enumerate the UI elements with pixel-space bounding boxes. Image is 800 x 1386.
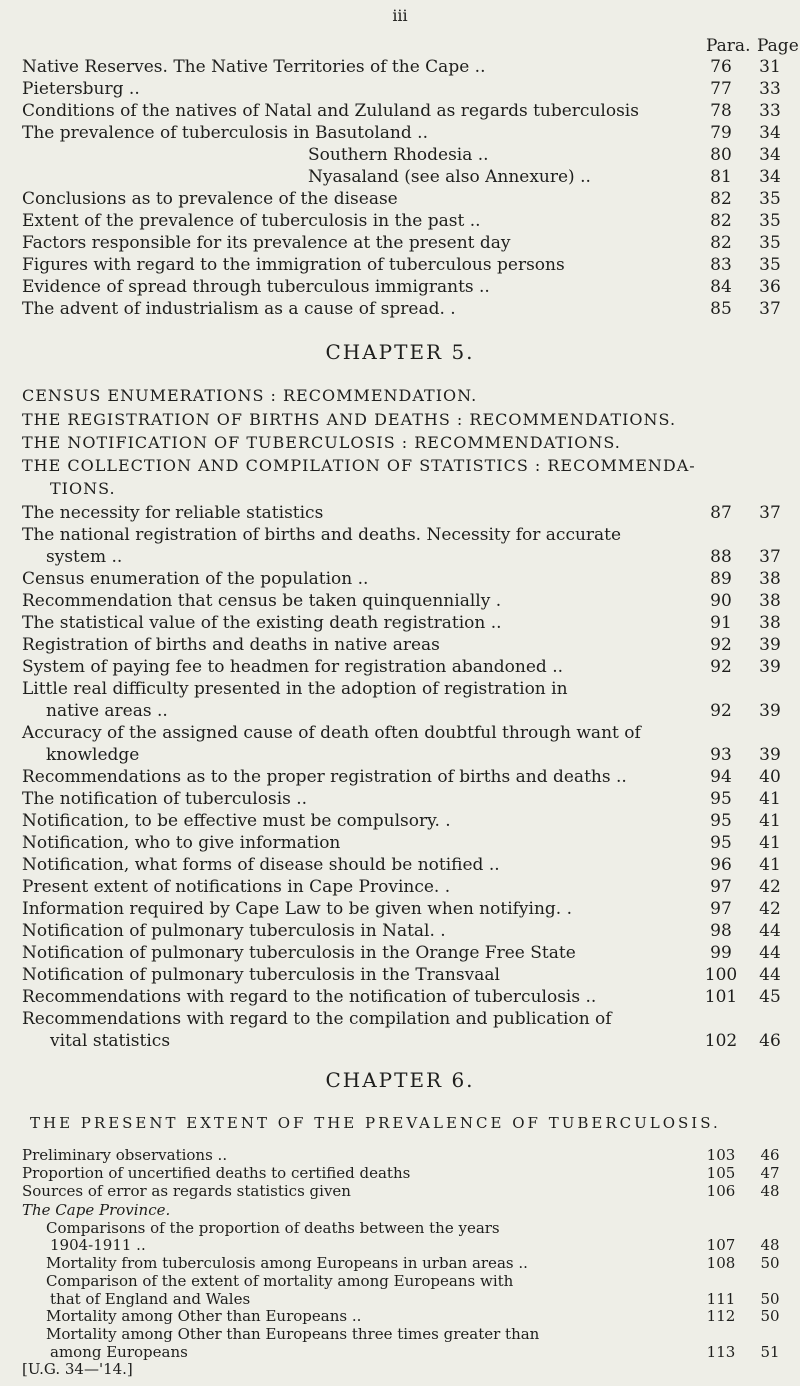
toc-entry: Comparisons of the proportion of deaths between the years bbox=[46, 1219, 500, 1237]
chapter-6-head: THE PRESENT EXTENT OF THE PREVALENCE OF TUBERCULOSIS. bbox=[30, 1114, 721, 1132]
chapter-5-head: TIONS. bbox=[50, 479, 116, 498]
toc-entry: Preliminary observations .. 103 46 bbox=[22, 1146, 780, 1164]
toc-entry: that of England and Wales 111 50 bbox=[50, 1290, 780, 1308]
toc-entry: Conditions of the natives of Natal and Zululand as regards tuberculosis 78 33 bbox=[22, 101, 781, 121]
chapter-5-head: THE NOTIFICATION OF TUBERCULOSIS : RECOMMENDATIONS. bbox=[22, 433, 621, 452]
chapter-5-head: THE REGISTRATION OF BIRTHS AND DEATHS : RECOMMENDATIONS. bbox=[22, 410, 677, 429]
chapter-5-head: CENSUS ENUMERATIONS : RECOMMENDATION. bbox=[22, 386, 478, 405]
cape-province-subhead: The Cape Province. bbox=[22, 1201, 171, 1219]
toc-entry: Comparison of the extent of mortality among Europeans with bbox=[46, 1272, 514, 1290]
toc-entry: Notification, what forms of disease should be notified .. 96 41 bbox=[22, 855, 781, 875]
toc-entry: Information required by Cape Law to be given when notifying. . 97 42 bbox=[22, 899, 781, 919]
toc-entry: Registration of births and deaths in native areas 92 39 bbox=[22, 635, 781, 655]
toc-entry: Mortality among Other than Europeans three times greater than bbox=[46, 1325, 540, 1343]
toc-entry: Recommendations as to the proper registration of births and deaths .. 94 40 bbox=[22, 767, 781, 787]
chapter-5-head: THE COLLECTION AND COMPILATION OF STATISTICS : RECOMMENDA- bbox=[22, 456, 696, 475]
toc-entry: Native Reserves. The Native Territories of the Cape .. 76 31 bbox=[22, 57, 781, 77]
toc-entry: 1904-1911 .. 107 48 bbox=[50, 1236, 780, 1254]
toc-entry: Present extent of notifications in Cape Province. . 97 42 bbox=[22, 877, 781, 897]
toc-entry: knowledge 93 39 bbox=[46, 745, 781, 765]
toc-entry: Accuracy of the assigned cause of death often doubtful through want of bbox=[22, 723, 641, 743]
toc-entry: among Europeans 113 51 bbox=[50, 1343, 780, 1361]
toc-entry: Figures with regard to the immigration of tuberculous persons 83 35 bbox=[22, 255, 781, 275]
page-column-header: Page bbox=[757, 36, 799, 56]
toc-entry: Recommendation that census be taken quinquennially . 90 38 bbox=[22, 591, 781, 611]
toc-entry: The prevalence of tuberculosis in Basutoland .. 79 34 bbox=[22, 123, 781, 143]
toc-entry: The national registration of births and deaths. Necessity for accurate bbox=[22, 525, 622, 545]
toc-entry: Proportion of uncertified deaths to certified deaths 105 47 bbox=[22, 1164, 780, 1182]
para-column-header: Para. bbox=[706, 36, 751, 56]
toc-entry: native areas .. 92 39 bbox=[46, 701, 781, 721]
toc-entry: Little real difficulty presented in the adoption of registration in bbox=[22, 679, 568, 699]
toc-entry: Southern Rhodesia .. 80 34 bbox=[308, 145, 781, 165]
footer-reference: [U.G. 34—'14.] bbox=[22, 1360, 133, 1378]
toc-entry: Evidence of spread through tuberculous immigrants .. 84 36 bbox=[22, 277, 781, 297]
toc-entry: The necessity for reliable statistics 87 37 bbox=[22, 503, 781, 523]
toc-entry: The advent of industrialism as a cause of spread. . 85 37 bbox=[22, 299, 781, 319]
chapter-5-title: CHAPTER 5. bbox=[325, 340, 475, 364]
toc-entry: Nyasaland (see also Annexure) .. 81 34 bbox=[308, 167, 781, 187]
toc-entry: Sources of error as regards statistics given 106 48 bbox=[22, 1182, 780, 1200]
toc-entry: Notification, who to give information 95 41 bbox=[22, 833, 781, 853]
toc-entry: Notification of pulmonary tuberculosis in Natal. . 98 44 bbox=[22, 921, 781, 941]
toc-entry: Conclusions as to prevalence of the disease 82 35 bbox=[22, 189, 781, 209]
toc-entry: vital statistics 102 46 bbox=[50, 1031, 781, 1051]
toc-entry: Notification of pulmonary tuberculosis in the Orange Free State 99 44 bbox=[22, 943, 781, 963]
toc-entry: Factors responsible for its prevalence at the present day 82 35 bbox=[22, 233, 781, 253]
toc-entry: Census enumeration of the population .. 89 38 bbox=[22, 569, 781, 589]
toc-entry: The notification of tuberculosis .. 95 41 bbox=[22, 789, 781, 809]
toc-entry: Notification, to be effective must be compulsory. . 95 41 bbox=[22, 811, 781, 831]
toc-entry: Mortality from tuberculosis among Europeans in urban areas .. 108 50 bbox=[46, 1254, 780, 1272]
chapter-6-title: CHAPTER 6. bbox=[325, 1068, 475, 1092]
toc-entry: Pietersburg .. 77 33 bbox=[22, 79, 781, 99]
toc-entry: Recommendations with regard to the compilation and publication of bbox=[22, 1009, 612, 1029]
toc-entry: Notification of pulmonary tuberculosis in the Transvaal 100 44 bbox=[22, 965, 781, 985]
toc-entry: Recommendations with regard to the notification of tuberculosis .. 101 45 bbox=[22, 987, 781, 1007]
page-number: iii bbox=[392, 6, 408, 25]
toc-entry: System of paying fee to headmen for registration abandoned .. 92 39 bbox=[22, 657, 781, 677]
toc-entry: Mortality among Other than Europeans .. 112 50 bbox=[46, 1307, 780, 1325]
toc-entry: Extent of the prevalence of tuberculosis in the past .. 82 35 bbox=[22, 211, 781, 231]
toc-entry: system .. 88 37 bbox=[46, 547, 781, 567]
toc-entry: The statistical value of the existing death registration .. 91 38 bbox=[22, 613, 781, 633]
